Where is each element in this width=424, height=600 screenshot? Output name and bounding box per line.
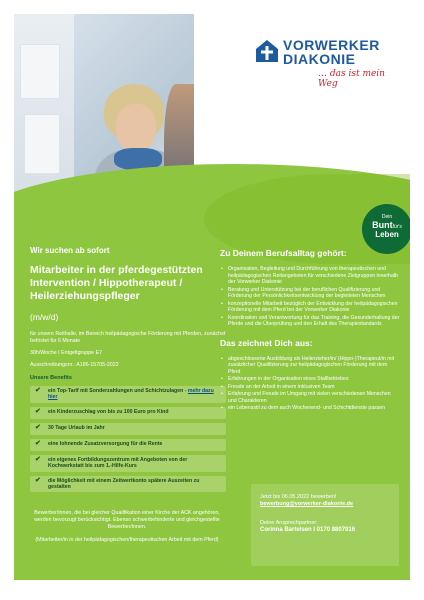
- badge-line2b: für's: [392, 224, 402, 230]
- benefit-text: 30 Tage Urlaub im Jahr: [48, 424, 105, 431]
- check-icon: ✔: [35, 455, 41, 463]
- list-item: • Koordination und Verantwortung für das Training, die Gesunderhaltung der Pferde und die Überprüfung und den Erhalt des Therapiestandards: [220, 315, 400, 328]
- benefit-item: [30, 407, 226, 419]
- detail-reference: Ausschreibungsnr.: A186-15705-2022: [30, 362, 119, 368]
- apply-deadline: Jetzt bis 06.05.2022 bewerben!: [260, 494, 337, 500]
- check-icon: ✔: [35, 439, 41, 447]
- list-item: • ein Lebensstil zu dem auch Wochenend- und Schichtdienste passen: [220, 405, 400, 412]
- intro-heading: Wir suchen ab sofort: [30, 246, 110, 255]
- contact-person: Corinna Bartelsen I 0170 8807916: [260, 527, 356, 533]
- benefit-text: ein Top-Tarif mit Sonderzahlungen und Schichtzulagen -: [48, 388, 188, 394]
- apply-info: [260, 494, 400, 534]
- gender-note: (m/w/d): [30, 312, 59, 322]
- list-item: • abgeschlossene Ausbildung als Heilerzieher/in/ (Hippo-)Therapeut/in mit zusätzlicher Qualifizierung zur heilpädagogischen Förderung mit dem Pferd: [220, 356, 400, 376]
- profile-heading: Das zeichnet Dich aus:: [220, 337, 313, 348]
- tasks-list: [220, 266, 400, 328]
- logo-line2: DIAKONIE: [283, 51, 356, 67]
- check-icon: ✔: [35, 476, 41, 484]
- tasks-heading: Zu Deinem Berufsalltag gehört:: [220, 248, 347, 258]
- left-column: [30, 246, 226, 496]
- footer-notes: [34, 510, 220, 544]
- benefit-item: [30, 439, 226, 451]
- detail-scope: für unsere Reithalle, im Bereich heilpädagogische Förderung mit Pferden, zunächst befristet für 6 Monate: [30, 331, 226, 344]
- list-item: • Erfahrung und Freude im Umgang mit vielen verschiedenen Menschen und Charakteren: [220, 391, 400, 404]
- logo-line1: VORWERKER: [283, 37, 380, 53]
- cross-house-icon: [256, 40, 278, 62]
- benefit-item: [30, 423, 226, 435]
- check-icon: ✔: [35, 407, 41, 415]
- logo: [256, 36, 406, 88]
- diversity-note: Bewerber/innen, die bei gleicher Qualifikation einer Kirche der ACK angehören, werden bevorzugt berücksichtigt. Ebenso schwerbehinderte und gleichgestellte Bewerber/innen.: [34, 510, 220, 530]
- position-note: (Mitarbeiter/in in der heilpädagogischen/therapeutischen Arbeit mit dem Pferd): [35, 537, 219, 543]
- right-column: [220, 248, 400, 413]
- logo-tagline: … das ist mein Weg: [318, 69, 385, 89]
- check-icon: ✔: [35, 387, 41, 394]
- benefits-heading: Unsere Benefits: [30, 375, 72, 381]
- list-item: • Erfahrungen in der Organisation eines Stallbetriebes: [220, 376, 400, 383]
- benefit-item: [30, 455, 226, 472]
- badge-line2: Buntfür's: [372, 220, 402, 230]
- badge-line1: Dein: [381, 214, 393, 220]
- benefit-item: [30, 386, 226, 403]
- benefit-text: die Möglichkeit mit einem Zeitwertkonto spätere Auszeiten zu gestalten: [48, 477, 200, 491]
- contact-label: Deine Ansprechpartner:: [260, 520, 318, 526]
- benefit-text: ein eigenes Fortbildungszentrum mit Angeboten von der Kochwerkstatt bis zum 1.-Hilfe-Kurs: [48, 456, 188, 470]
- bunt-badge: [362, 204, 410, 254]
- benefit-item: [30, 476, 226, 493]
- list-item: • Beratung und Unterstützung bei der beruflichen Qualifizierung und Förderung der Persönlichkeitsentwicklung der begleiteten Menschen: [220, 287, 400, 300]
- list-item: • Organisation, Begleitung und Durchführung von therapeutischen und heilpädagogischen Reitangeboten für verschiedene Zielgruppen innerhalb der Vorwerker Diakonie: [220, 266, 400, 286]
- apply-email-link[interactable]: bewerbung@vorwerker-diakonie.de: [260, 501, 354, 507]
- check-icon: ✔: [35, 423, 41, 431]
- list-item: • Freude an der Arbeit in einem inklusiven Team: [220, 384, 400, 391]
- more-info-link[interactable]: mehr dazu hier: [48, 388, 214, 401]
- benefit-text: ein Kinderzuschlag von bis zu 100 Euro pro Kind: [48, 408, 169, 415]
- profile-list: [220, 356, 400, 412]
- job-poster: [14, 14, 410, 580]
- detail-hours: 30h/Woche I Entgeltgruppe E7: [30, 350, 103, 356]
- badge-line3: Leben: [375, 230, 399, 239]
- list-item: • konzeptionelle Mitarbeit bezüglich der Entwicklung der heilpädagogischen Förderung mit dem Pferd bei der Vorwerker Diakonie: [220, 301, 400, 314]
- job-title: Mitarbeiter in der pferdegestützten Intervention / Hippotherapeut / Heilerziehungspfleger: [30, 264, 203, 302]
- benefit-text: eine lohnende Zusatzversorgung für die Rente: [48, 440, 163, 447]
